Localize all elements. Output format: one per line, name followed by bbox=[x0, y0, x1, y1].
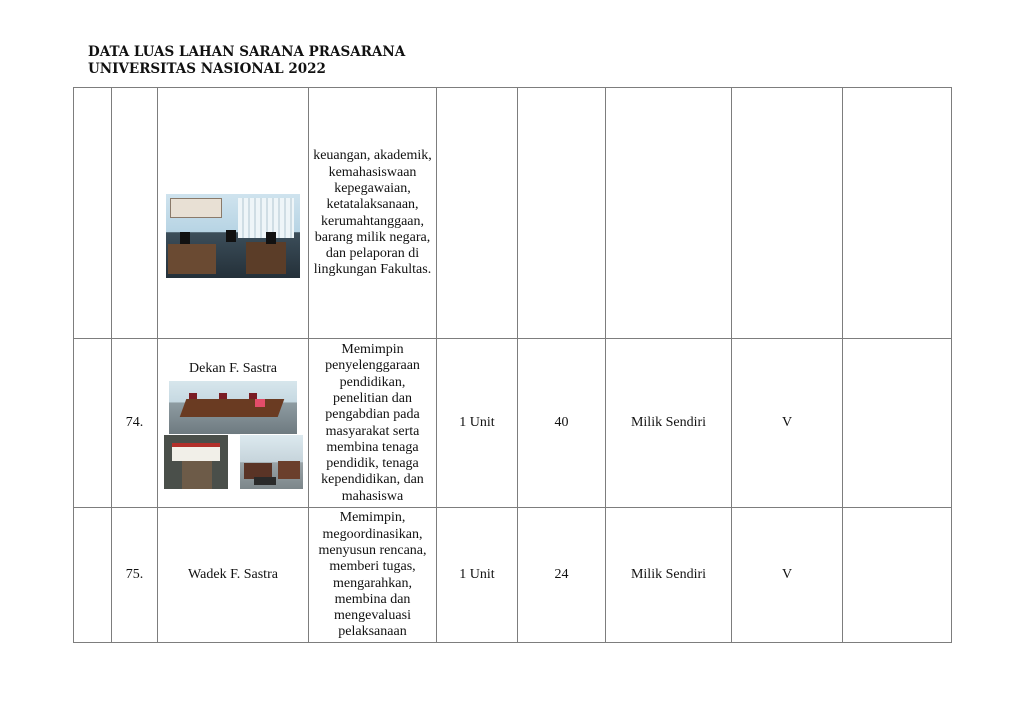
lounge-photo bbox=[240, 435, 303, 489]
door-sign-photo bbox=[164, 435, 228, 489]
header-title-line-1: DATA LUAS LAHAN SARANA PRASARANA bbox=[88, 44, 406, 60]
ownership-cell: Milik Sendiri bbox=[606, 339, 732, 508]
ownership-cell: Milik Sendiri bbox=[606, 508, 732, 643]
room-cell bbox=[158, 339, 309, 508]
table-row bbox=[74, 339, 952, 508]
notes-cell bbox=[843, 508, 952, 643]
header-title-line-2: UNIVERSITAS NASIONAL 2022 bbox=[88, 61, 326, 77]
meeting-room-photo bbox=[169, 381, 297, 434]
description-text: Memimpin penyelenggaraan pendidikan, penelitian dan pengabdian pada masyarakat serta membina tenaga pendidik, tenaga kependidikan, dan mahasiswa bbox=[321, 342, 424, 504]
table-row bbox=[74, 88, 952, 339]
quantity-cell bbox=[437, 88, 518, 339]
room-name: Dekan F. Sastra bbox=[189, 360, 277, 376]
condition-cell: V bbox=[732, 339, 843, 508]
table-row bbox=[74, 508, 952, 643]
area-cell: 24 bbox=[518, 508, 606, 643]
row-number-cell: 74. bbox=[112, 339, 158, 508]
row-number-cell: 75. bbox=[112, 508, 158, 643]
facilities-table bbox=[73, 87, 952, 643]
quantity-cell: 1 Unit bbox=[437, 508, 518, 643]
office-room-photo bbox=[166, 194, 300, 278]
area-cell: 40 bbox=[518, 339, 606, 508]
document-header bbox=[88, 44, 405, 78]
room-photo-cell bbox=[158, 88, 309, 339]
description-cell bbox=[309, 88, 437, 339]
condition-cell bbox=[732, 88, 843, 339]
condition-cell: V bbox=[732, 508, 843, 643]
description-cell bbox=[309, 508, 437, 643]
blank-cell bbox=[74, 88, 112, 339]
blank-cell bbox=[74, 339, 112, 508]
description-cell bbox=[309, 339, 437, 508]
blank-cell bbox=[74, 508, 112, 643]
area-cell bbox=[518, 88, 606, 339]
row-number-cell bbox=[112, 88, 158, 339]
ownership-cell bbox=[606, 88, 732, 339]
quantity-cell: 1 Unit bbox=[437, 339, 518, 508]
notes-cell bbox=[843, 339, 952, 508]
description-text: Memimpin, megoordinasikan, menyusun rencana, memberi tugas, mengarahkan, membina dan mengevaluasi pelaksanaan bbox=[318, 510, 427, 640]
notes-cell bbox=[843, 88, 952, 339]
room-name: Wadek F. Sastra bbox=[158, 508, 309, 643]
description-text: keuangan, akademik, kemahasiswaan kepegawaian, ketatalaksanaan, kerumahtanggaan, barang milik negara, dan pelaporan di lingkungan Fakultas. bbox=[313, 148, 432, 278]
